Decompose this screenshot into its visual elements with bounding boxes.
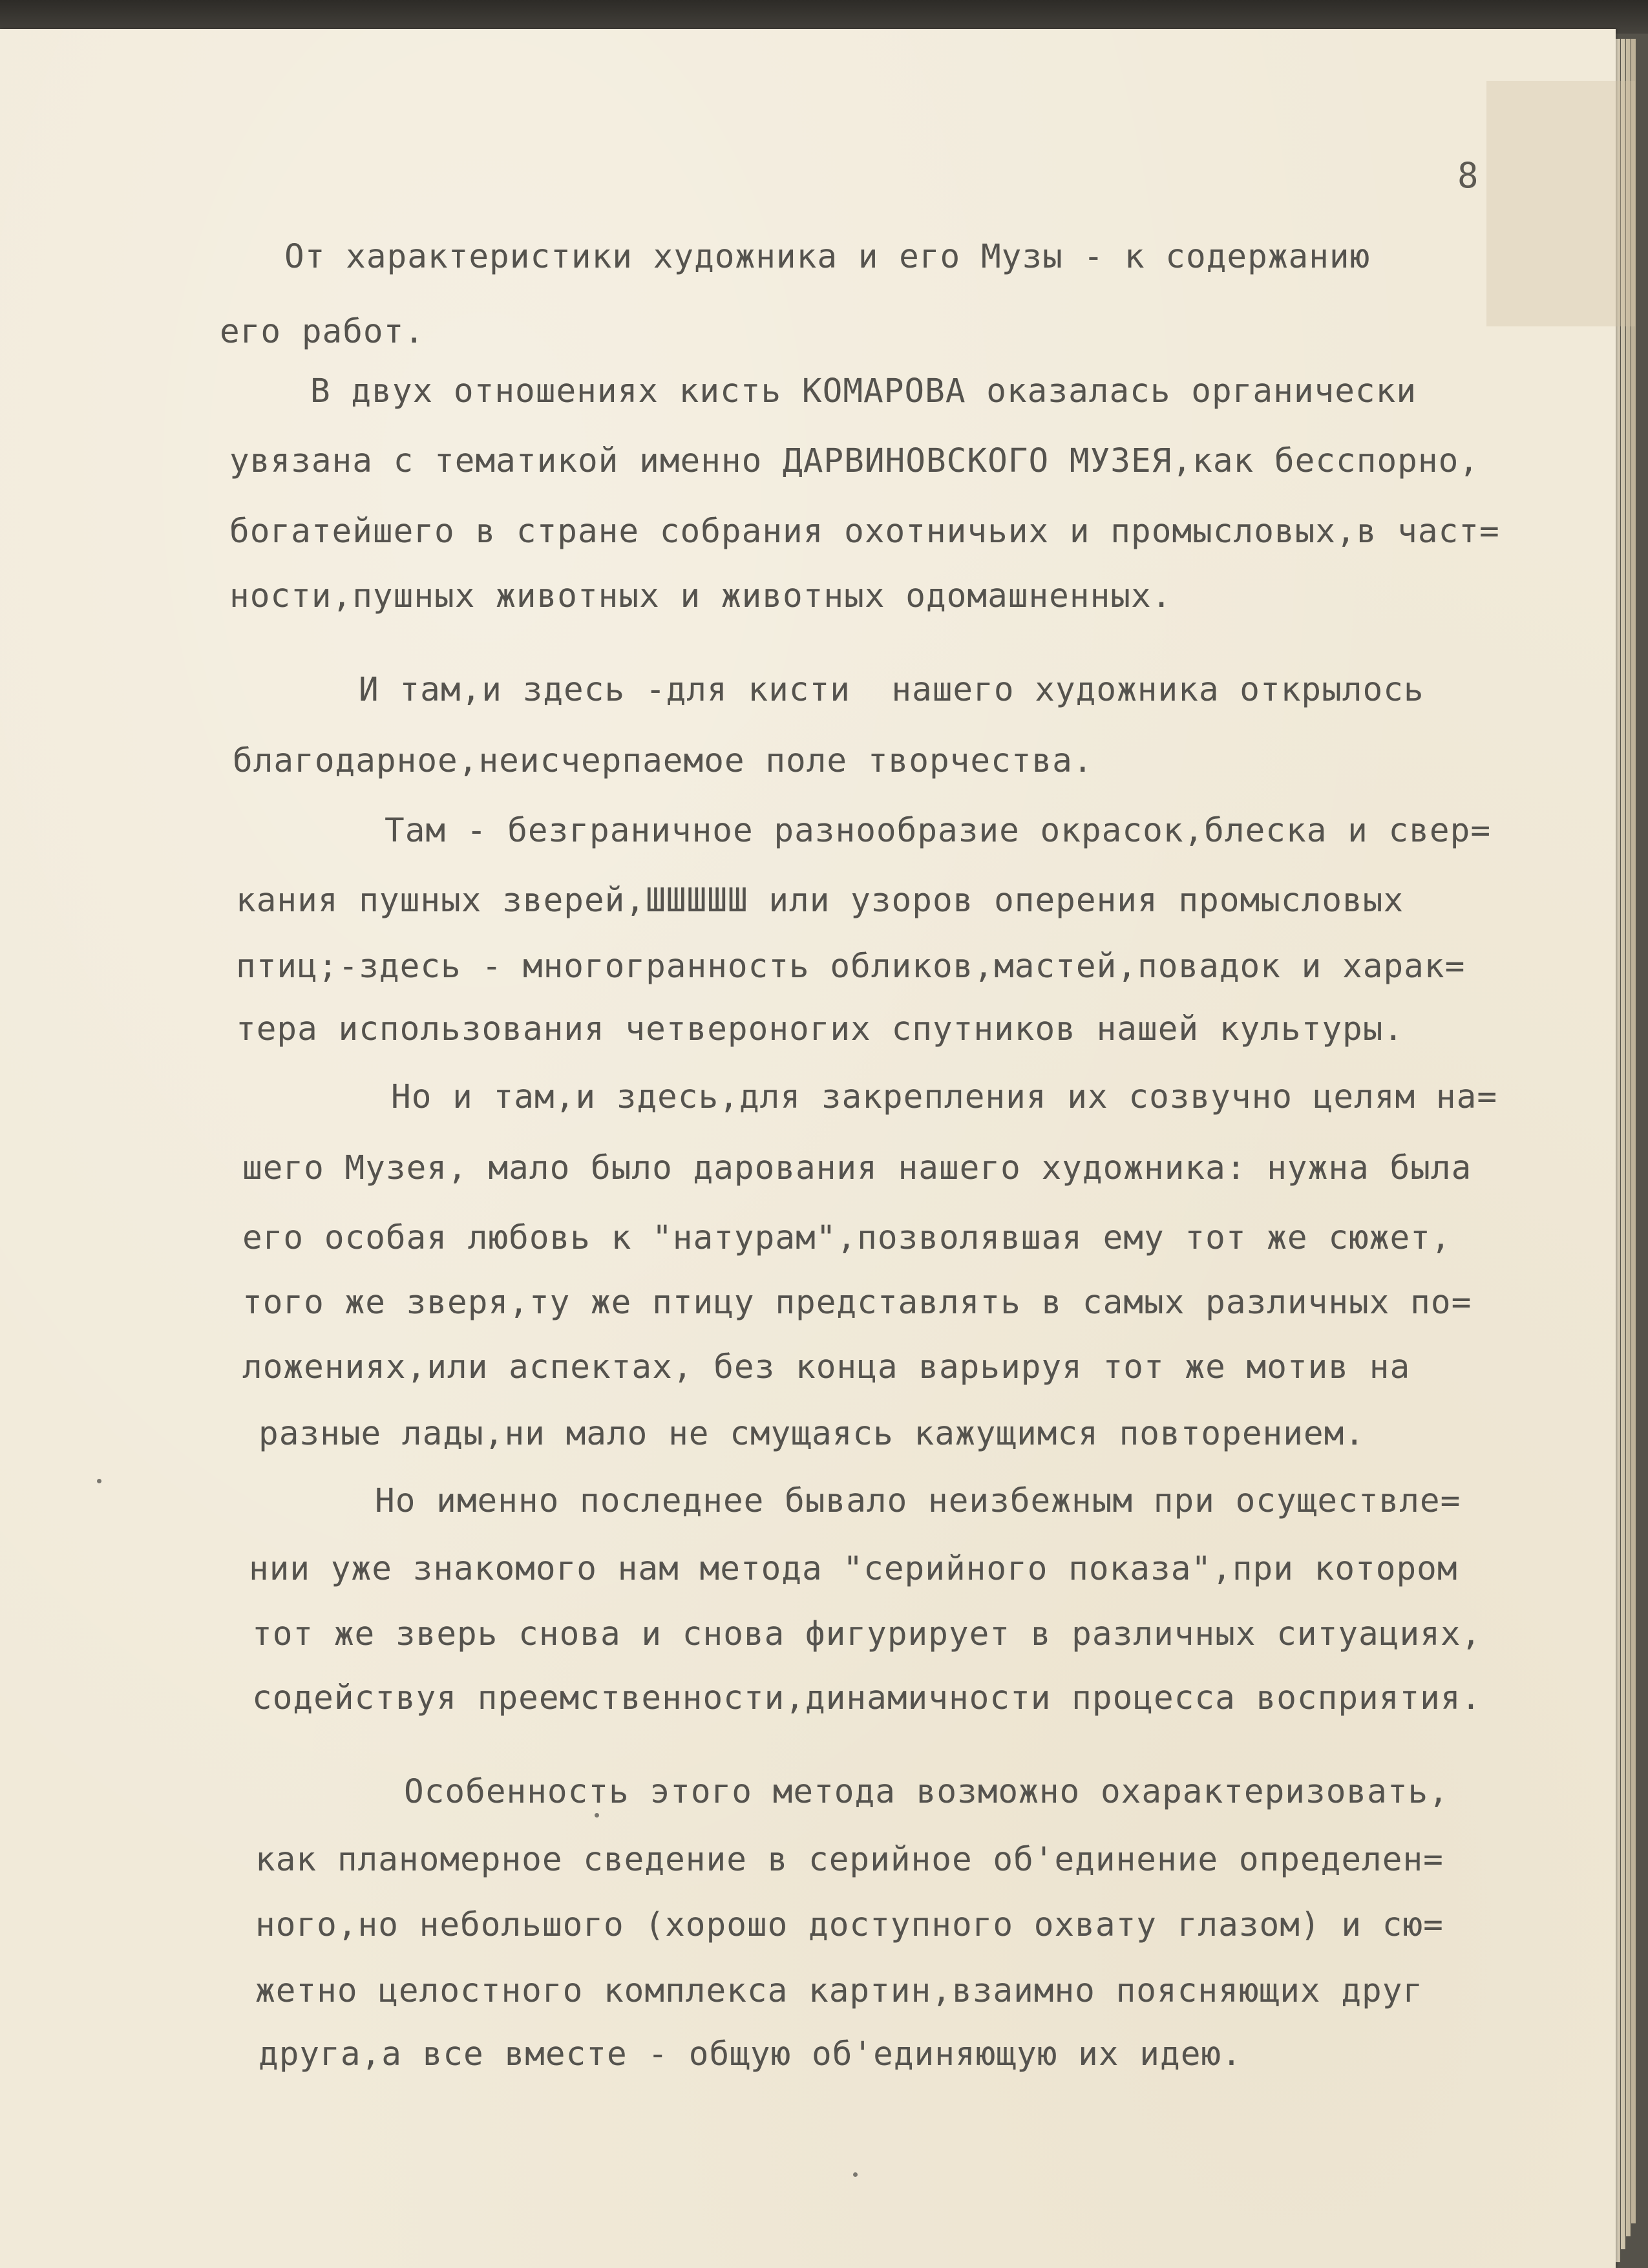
page-edge — [1621, 39, 1625, 2249]
text-line: шего Музея, мало было дарования нашего художника: нужна была — [242, 1149, 1472, 1187]
text-line: нии уже знакомого нам метода "серийного показа",при котором — [249, 1550, 1458, 1588]
text-line: его особая любовь к "натурам",позволявшая ему тот же сюжет, — [242, 1219, 1452, 1257]
text-line: увязана с тематикой именно ДАРВИНОВСКОГО МУЗЕЯ,как бесспорно, — [229, 442, 1479, 480]
text-line: В двух отношениях кисть КОМАРОВА оказалась органически — [310, 372, 1417, 410]
text-line: содействуя преемственности,динамичности процесса восприятия. — [252, 1679, 1482, 1717]
text-line: как планомерное сведение в серийное об'единение определен= — [255, 1841, 1444, 1879]
paper-stain — [1486, 81, 1635, 326]
text-line: богатейшего в стране собрания охотничьих и промысловых,в част= — [229, 513, 1500, 551]
text-line: От характеристики художника и его Музы - к содержанию — [284, 238, 1371, 276]
text-line: того же зверя,ту же птицу представлять в самых различных по= — [242, 1284, 1472, 1322]
text-line: Особенность этого метода возможно охарактеризовать, — [404, 1773, 1449, 1811]
text-line: благодарное,неисчерпаемое поле творчества. — [233, 742, 1093, 780]
text-line: И там,и здесь -для кисти нашего художника открылось — [359, 671, 1424, 709]
page-edge — [1616, 39, 1620, 2262]
text-line: ного,но небольшого (хорошо доступного охвату глазом) и сю= — [255, 1906, 1444, 1944]
text-line: птиц;-здесь - многогранность обликов,мастей,повадок и харак= — [236, 948, 1466, 986]
paper-speck — [853, 2172, 858, 2177]
text-line: Там - безграничное разнообразие окрасок,блеска и свер= — [385, 812, 1492, 850]
text-line: его работ. — [220, 313, 425, 351]
text-line: ности,пушных животных и животных одомашненных. — [229, 577, 1172, 615]
text-line: Но и там,и здесь,для закрепления их созвучно целям на= — [391, 1078, 1498, 1116]
typewritten-page — [0, 29, 1616, 2268]
paper-speck — [97, 1479, 101, 1483]
page-number: 8 — [1457, 155, 1479, 196]
text-line: ложениях,или аспектах, без конца варьируя тот же мотив на — [242, 1348, 1411, 1386]
text-line: Но именно последнее бывало неизбежным при осуществле= — [375, 1482, 1461, 1520]
text-line: друга,а все вместе - общую об'единяющую их идею. — [259, 2035, 1242, 2073]
page-edge — [1631, 39, 1636, 2223]
text-line: тера использования четвероногих спутников нашей культуры. — [236, 1010, 1404, 1048]
text-line: кания пушных зверей,ШШШШШ или узоров оперения промысловых — [236, 882, 1404, 920]
text-line: тот же зверь снова и снова фигурирует в различных ситуациях, — [252, 1615, 1482, 1653]
text-line: разные лады,ни мало не смущаясь кажущимся повторением. — [259, 1415, 1366, 1453]
paper-speck — [595, 1813, 599, 1818]
text-line: жетно целостного комплекса картин,взаимно поясняющих друг — [255, 1972, 1424, 2010]
page-edge — [1626, 39, 1631, 2236]
